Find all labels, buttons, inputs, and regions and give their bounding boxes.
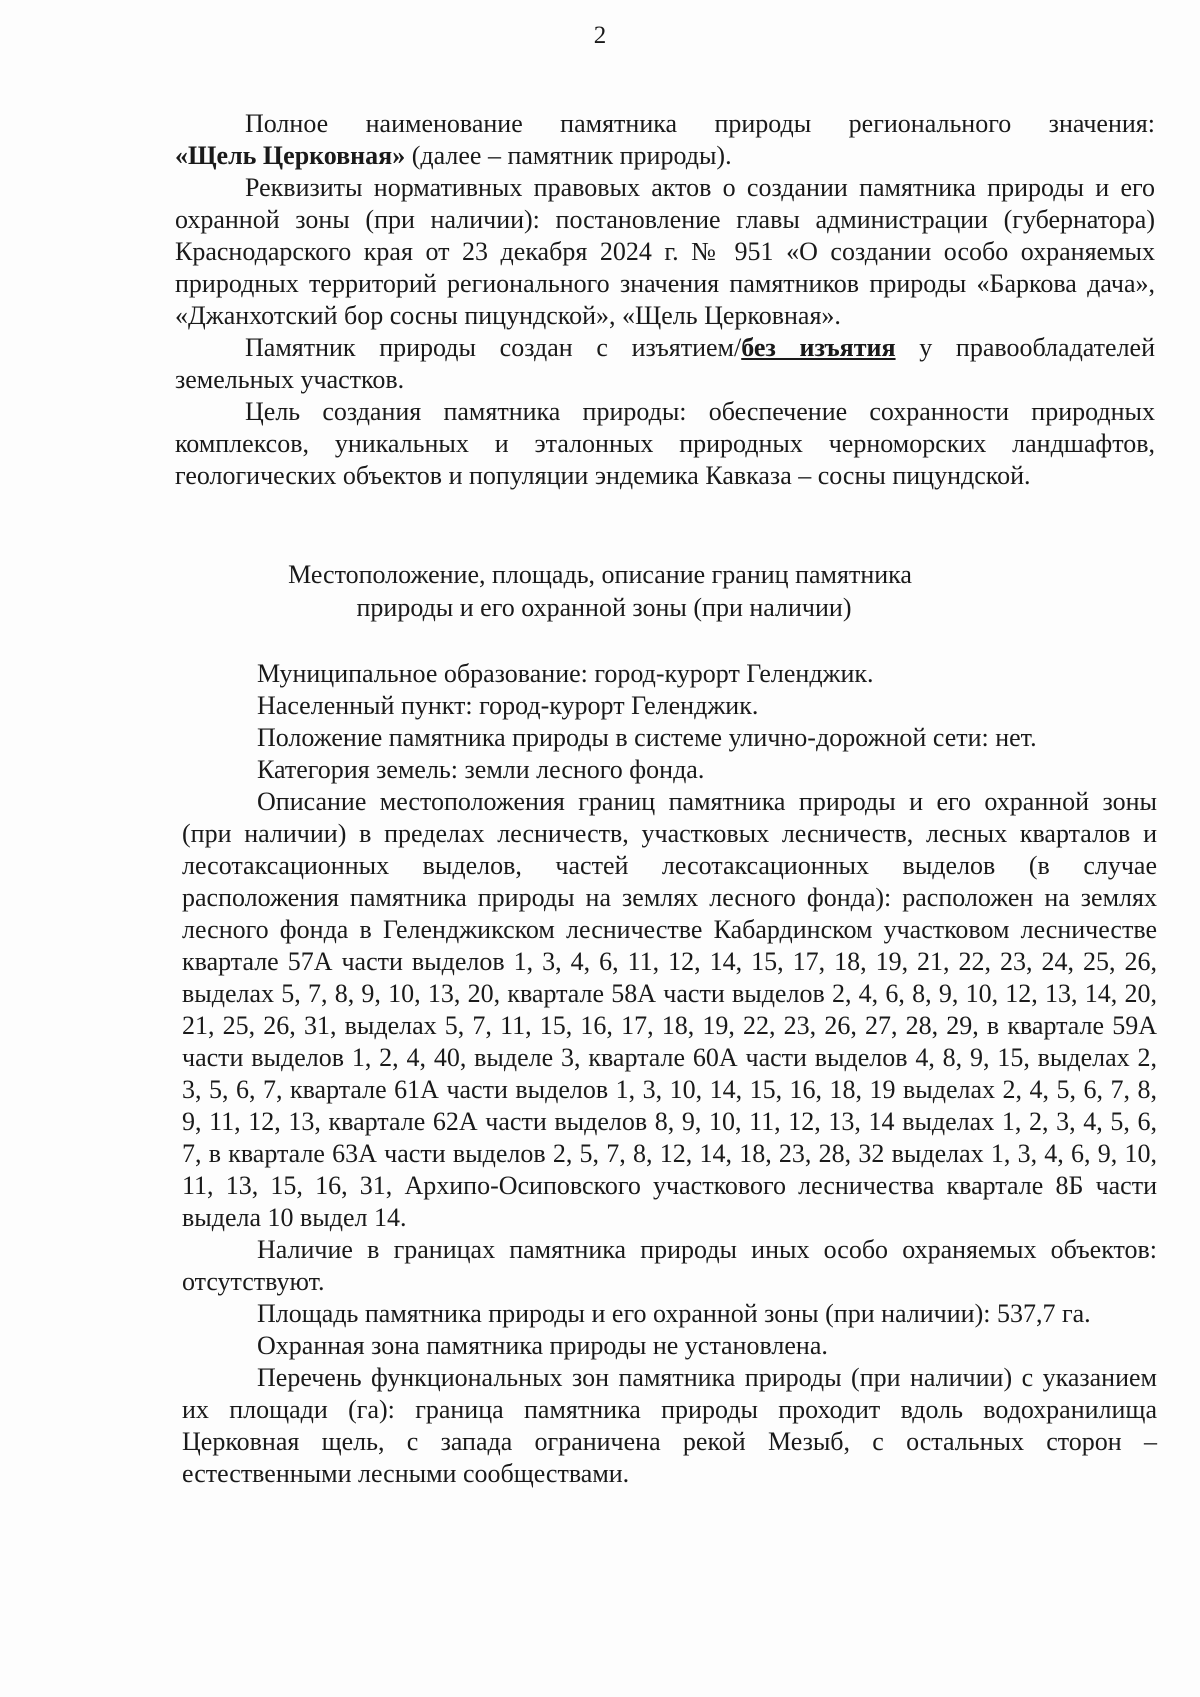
- intro-section: [175, 108, 1155, 492]
- creation-suffix: у правообладателей земельных участков.: [175, 333, 1155, 394]
- section-heading-line-2: природы и его охранной зоны (при наличии): [356, 593, 852, 622]
- section-heading: [0, 558, 1200, 624]
- location-section: [182, 658, 1157, 1490]
- section-heading-line-1: Местоположение, площадь, описание границ памятника: [288, 560, 912, 589]
- land-category-line: Категория земель: земли лесного фонда.: [257, 755, 705, 784]
- road-network-line: Положение памятника природы в системе улично-дорожной сети: нет.: [257, 723, 1037, 752]
- settlement-line: Населенный пункт: город-курорт Геленджик.: [257, 691, 759, 720]
- full-name-suffix: (далее – памятник природы).: [405, 141, 732, 170]
- full-name-line: [175, 140, 1155, 172]
- boundary-description-paragraph: Описание местоположения границ памятника природы и его охранной зоны (при наличии) в пределах лесничеств, участковых лесничеств, лесных кварталов и лесотаксационных выделов, частей лесотаксационных выделов (в случае расположения памятника природы на землях лесного фонда): расположен на землях лесного фонда в Геленджикском лесничестве Кабардинском участковом лесничестве квартале 57А части выделов 1, 3, 4, 6, 11, 12, 14, 15, 17, 18, 19, 21, 22, 23, 24, 25, 26, выделах 5, 7, 8, 9, 10, 13, 20, квартале 58А части выделов 2, 4, 6, 8, 9, 10, 12, 13, 14, 20, 21, 25, 26, 31, выделах 5, 7, 11, 15, 16, 17, 18, 19, 22, 23, 26, 27, 28, 29, в квартале 59А части выделов 1, 2, 4, 40, выделе 3, квартале 60А части выделов 4, 8, 9, 15, выделах 2, 3, 5, 6, 7, квартале 61А части выделов 1, 3, 10, 14, 15, 16, 18, 19 выделах 2, 4, 5, 6, 7, 8, 9, 11, 12, 13, квартале 62А части выделов 8, 9, 10, 11, 12, 13, 14 выделах 1, 2, 3, 4, 5, 6, 7, в квартале 63А части выделов 2, 5, 7, 8, 12, 14, 18, 23, 28, 32 выделах 1, 3, 4, 6, 9, 10, 11, 13, 15, 16, 31, Архипо-Осиповского участкового лесничества квартале 8Б части выдела 10 выдел 14.: [182, 787, 1157, 1232]
- creation-emphasis: без изъятия: [741, 333, 896, 362]
- protection-zone-line: Охранная зона памятника природы не установлена.: [257, 1331, 828, 1360]
- creation-paragraph: [175, 332, 1155, 396]
- functional-zones-paragraph: Перечень функциональных зон памятника природы (при наличии) с указанием их площади (га): граница памятника природы проходит вдоль водохранилища Церковная щель, с запада ограничена рекой Мезыб, с остальных сторон – естественными лесными сообществами.: [182, 1363, 1157, 1488]
- creation-prefix: Памятник природы создан с изъятием/: [245, 333, 742, 362]
- legal-acts-paragraph: Реквизиты нормативных правовых актов о создании памятника природы и его охранной зоны (при наличии): постановление главы администрации (губернатора) Краснодарского края от 23 декабря 2024 г. № 951 «О создании особо охраняемых природных территорий регионального значения памятников природы «Баркова дача», «Джанхотский бор сосны пицундской», «Щель Церковная».: [175, 173, 1155, 330]
- full-name-label: Полное наименование памятника природы регионального значения:: [245, 109, 1155, 138]
- area-paragraph: Площадь памятника природы и его охранной зоны (при наличии): 537,7 га.: [257, 1299, 1091, 1328]
- purpose-paragraph: Цель создания памятника природы: обеспечение сохранности природных комплексов, уникальных и эталонных природных черноморских ландшафтов, геологических объектов и популяции эндемика Кавказа – сосны пицундской.: [175, 397, 1155, 490]
- monument-name: «Щель Церковная»: [175, 141, 406, 170]
- other-objects-paragraph: Наличие в границах памятника природы иных особо охраняемых объектов: отсутствуют.: [182, 1235, 1157, 1296]
- municipality-line: Муниципальное образование: город-курорт Геленджик.: [257, 659, 874, 688]
- page-number: 2: [593, 22, 607, 49]
